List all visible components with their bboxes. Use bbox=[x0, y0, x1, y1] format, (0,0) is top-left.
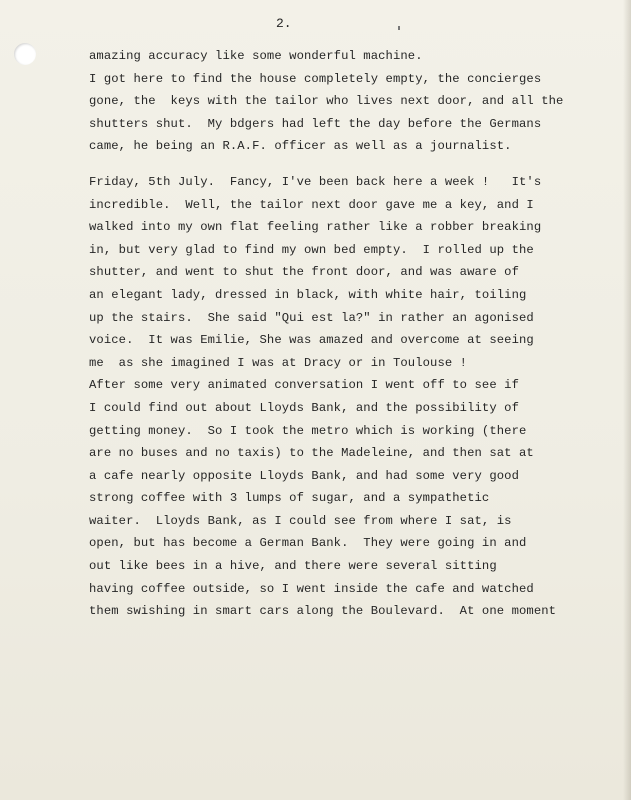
text-line: amazing accuracy like some wonderful machine. bbox=[89, 49, 423, 63]
punch-hole bbox=[14, 43, 36, 65]
text-line: me as she imagined I was at Dracy or in Toulouse ! bbox=[89, 355, 468, 370]
text-line: an elegant lady, dressed in black, with white hair, toiling bbox=[89, 287, 527, 302]
text-line: open, but has become a German Bank. They were going in and bbox=[89, 536, 527, 551]
text-line: strong coffee with 3 lumps of sugar, and a sympathetic bbox=[89, 491, 490, 506]
page-edge-shadow bbox=[623, 0, 631, 800]
text-line: voice. It was Emilie, She was amazed and overcome at seeing bbox=[89, 333, 534, 348]
text-line: in, but very glad to find my own bed empty. I rolled up the bbox=[89, 242, 534, 257]
text-line: having coffee outside, so I went inside the cafe and watched bbox=[89, 581, 534, 596]
text-line: out like bees in a hive, and there were several sitting bbox=[89, 559, 497, 574]
paragraph-gap bbox=[89, 158, 609, 171]
text-line: getting money. So I took the metro which is working (there bbox=[89, 423, 527, 438]
text-line: shutter, and went to shut the front door, and was aware of bbox=[89, 265, 519, 280]
text-line: I got here to find the house completely empty, the concierges bbox=[89, 71, 542, 86]
text-line: Friday, 5th July. Fancy, I've been back here a week ! It's bbox=[89, 174, 542, 189]
text-line: I could find out about Lloyds Bank, and the possibility of bbox=[89, 400, 519, 415]
paper-speck bbox=[398, 26, 400, 30]
text-line: up the stairs. She said "Qui est la?" in rather an agonised bbox=[89, 310, 534, 325]
text-line: shutters shut. My bdgers had left the day before the Germans bbox=[89, 116, 542, 131]
text-line: them swishing in smart cars along the Boulevard. At one moment bbox=[89, 604, 557, 619]
text-line: came, he being an R.A.F. officer as well as a journalist. bbox=[89, 139, 512, 154]
text-line: walked into my own flat feeling rather like a robber breaking bbox=[89, 220, 542, 235]
text-line: waiter. Lloyds Bank, as I could see from where I sat, is bbox=[89, 513, 512, 528]
text-line: are no buses and no taxis) to the Madeleine, and then sat at bbox=[89, 446, 534, 461]
text-line: gone, the keys with the tailor who lives next door, and all the bbox=[89, 94, 564, 109]
text-line: a cafe nearly opposite Lloyds Bank, and had some very good bbox=[89, 468, 519, 483]
text-line: After some very animated conversation I went off to see if bbox=[89, 378, 519, 393]
typed-text-body bbox=[89, 45, 609, 623]
text-line: incredible. Well, the tailor next door gave me a key, and I bbox=[89, 197, 534, 212]
page-number: 2. bbox=[276, 16, 292, 31]
